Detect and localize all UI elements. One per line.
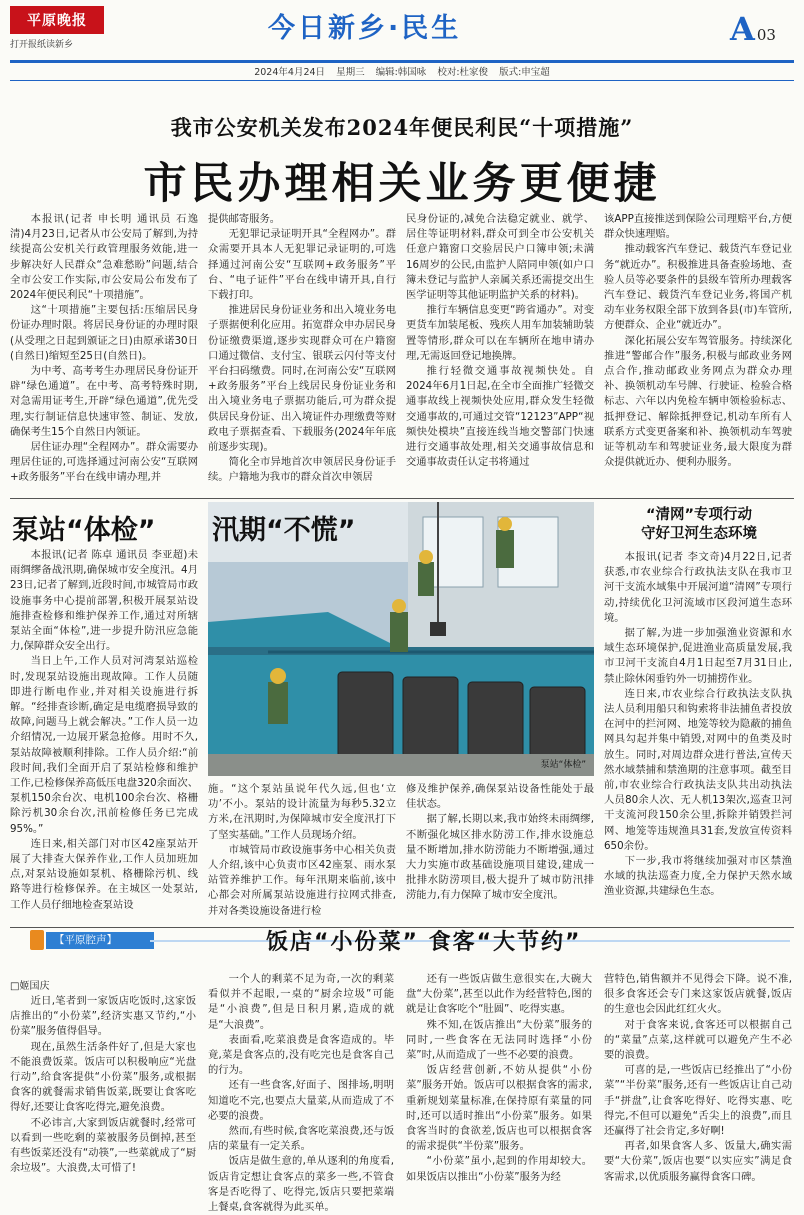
river-headline-line-1: “清网”专项行动: [645, 507, 753, 523]
paper-logo: 平原晚报: [10, 6, 104, 34]
river-headline-line-2: 守好卫河生态环境: [641, 526, 757, 542]
paragraph: 居住证办理“全程网办”。群众需要办理居住证的,可选择通过河南公安“互联网+政务服务”平台在线申请办理,并: [10, 441, 198, 484]
proof-credit: 校对:杜家俊: [437, 67, 489, 78]
pump-headline-b: 汛期“不慌”: [212, 515, 356, 546]
design-credit: 版式:申宝超: [499, 67, 550, 78]
column-title: 饭店“小份菜” 食客“大节约”: [266, 930, 582, 955]
editor-credit: 编辑:韩国咏: [375, 67, 427, 78]
paragraph: 现在,虽然生活条件好了,但是大家也不能浪费饭菜。饭店可以积极响应“光盘行动”,给食客提供“小份菜”服务,或根据食客的就餐需求销售饭菜,既要让食客吃得好,还要让食客吃得完,避免浪费。: [10, 1040, 196, 1114]
paragraph: 修及维护保养,确保泵站设备性能处于最佳状态。: [406, 783, 594, 811]
pump-headline-a: 泵站“体检”: [12, 515, 156, 546]
paragraph: 连日来,相关部门对市区42座泵站开展了大排查大保养作业,工作人员加班加点,对泵站设施如泵机、格栅除污机、线路等进行检修保养。在主城区一处泵站,工作人员仔细地检查泵站设: [10, 837, 198, 911]
main-col-2: [208, 212, 396, 496]
main-col-4: [604, 212, 792, 496]
paragraph: 还有一些饭店做生意很实在,大碗大盘“大份菜”,甚至以此作为经营特色,图的就是让食客吃个“肚圆”、吃得实惠。: [406, 973, 592, 1016]
section-title: 今日新乡·民生: [268, 13, 462, 44]
paragraph: 推动载客汽车登记、载货汽车登记业务“就近办”。积极推进具备查验场地、查验人员等必要条件的县级车管所办理载客汽车登记、载货汽车登记业务,将国产机动车业务权限全部下放到各县(市)车管所,方便群众、企业“就近办”。: [604, 243, 792, 332]
paragraph: 饭店经营创新,不妨从提供“小份菜”服务开始。饭店可以根据食客的需求,重新规划菜量标准,在保持原有菜量的同时,还可以适时推出“小份菜”服务。如果食客当时的食欲差,饭店也可以根据食客的需求提供“半份菜”服务。: [406, 1064, 592, 1153]
column-author: □姬国庆: [10, 981, 50, 992]
paragraph: 下一步,我市将继续加强对市区禁渔水域的执法巡查力度,全力保护天然水域渔业资源,共建绿色生态。: [604, 855, 792, 898]
column-col-3: [406, 972, 592, 1194]
paragraph: 该APP直接推送到保险公司理赔平台,方便群众快速理赔。: [604, 213, 792, 241]
dateline-rule: [10, 80, 794, 81]
paragraph: 民身份证的,减免合法稳定就业、就学、居住等证明材料,群众可到全市公安机关任意户籍窗口交验居民户口簿申领;未满16周岁的公民,由监护人陪同申领(如户口簿未登记与监护人亲属关系还需提交出生医学证明等其他证明监护关系的材料)。: [406, 213, 594, 302]
paragraph: 市城管局市政设施事务中心相关负责人介绍,该中心负责市区42座泵、雨水泵站管养维护工作。每年汛期来临前,该中心都会对所属泵站设施进行拉网式排查,并对各类设施设备进行检: [208, 843, 396, 917]
page-letter: A: [730, 10, 755, 48]
page-num: 03: [756, 26, 776, 44]
paragraph: “小份菜”虽小,起到的作用却较大。如果饭店以推出“小份菜”服务为经: [406, 1155, 592, 1183]
column-col-4: [604, 972, 792, 1194]
paragraph: 可喜的是,一些饭店已经推出了“小份菜”“半份菜”服务,还有一些饭店让自己动手“拼盘”,让食客吃得好、吃得实惠、吃得完,不但可以避免“舌尖上的浪费”,而且还赢得了社会肯定,多好啊!: [604, 1064, 792, 1138]
paragraph: 本报讯(记者 陈卓 通讯员 李亚超)未雨绸缪备战汛期,确保城市安全度汛。4月23日,记者了解到,近段时间,市城管局市政设施事务中心提前部署,积极开展泵站设施排查检修和维护保养工作,通过对所辖泵站全面“体检”,进一步提升防汛应急能力,保障群众安全出行。: [10, 549, 198, 653]
paragraph: 当日上午,工作人员对河湾泵站巡检时,发现泵站设施出现故障。工作人员随即进行断电作业,并对相关设施进行拆解。“经排查诊断,确定是电缆磨损导致的故障,问题马上就会解决。”工作人员一边介绍情况,一边展开紧急抢修。用时不久,泵站故障被顺利排除。工作人员介绍:“前段时间,我们全面开启了泵站检修和维护工作,已检修保养高低压电盘320余面次、泵机150余台次、电机100余台次、格栅除污机30余台次,汛前检修任务已完成95%。”: [10, 655, 198, 835]
paragraph: 深化拓展公安车驾管服务。持续深化推进“警邮合作”服务,积极与邮政业务网点合作,推动邮政业务网点为群众办理补、换领机动车号牌、行驶证、检验合格标志、六年以内免检车辆申领检验标志、抵押登记、解除抵押登记,机动车所有人联系方式变更备案和补、换领机动车驾驶证等机动车和驾驶证业务,最大限度为群众提供就近办、便利办服务。: [604, 334, 792, 469]
paragraph: 营特色,销售额并不见得会下降。说不准,很多食客还会专门来这家饭店就餐,饭店的生意也会因此红红火火。: [604, 973, 792, 1016]
main-col-1: [10, 212, 198, 496]
paragraph: 为中考、高考考生办理居民身份证开辟“绿色通道”。在中考、高考特殊时期,对急需用证考生,开辟“绿色通道”,优先受理,实行制证信息快速审签、制证、发放,确保考生15个自然日内领证。: [10, 365, 198, 438]
photo-caption: 泵站“体检”: [540, 760, 586, 770]
paragraph: 提供邮寄服务。: [208, 213, 281, 225]
paragraph: 据了解,长期以来,我市始终未雨绸缪,不断强化城区排水防涝工作,排水设施总量不断增加,排水防涝能力不断增强,通过大力实施市政基础设施项目建设,建成一批排水防涝项目,极大提升了城市防汛排涝能力,有力保障了城市安全度汛。: [406, 813, 594, 902]
paragraph: 连日来,市农业综合行政执法支队执法人员利用船只和钩索将非法捕鱼者投放在河中的拦河网、地笼等较为隐蔽的捕鱼网具勾起并集中销毁,对网中的鱼类及时放生。同时,对周边群众进行普法,宣传天然水域禁捕和禁渔期的注意事项。截至目前,市农业综合行政执法支队共出动执法人员80余人次、无人机13架次,巡查卫河干支流河段150余公里,拆除并销毁拦河网、地笼等违规渔具31套,发放宣传资料650余份。: [604, 687, 792, 852]
paragraph: 这“十项措施”主要包括:压缩居民身份证办理时限。将居民身份证的办理时限(从受理之日起到颁证之日)由原承诺30日(自然日)缩短至25日(自然日)。: [10, 304, 198, 362]
paragraph: 近日,笔者到一家饭店吃饭时,这家饭店推出的“小份菜”,经济实惠又节约,“小份菜”服务值得倡导。: [10, 995, 196, 1038]
dateline: [0, 64, 804, 78]
masthead-rule: [10, 60, 794, 63]
paragraph: 再者,如果食客人多、饭量大,确实需要“大份菜”,饭店也要“以实应实”满足食客需求,以优质服务赢得食客口碑。: [604, 1140, 792, 1183]
paragraph: 无犯罪记录证明开具“全程网办”。群众需要开具本人无犯罪记录证明的,可选择通过河南公安“互联网+政务服务”平台、“电子证件”平台在线申请开具,自行下载打印。: [208, 228, 396, 302]
paragraph: 不必讳言,大家到饭店就餐时,经常可以看到一些吃剩的菜被服务员倒掉,甚至有些饭菜还没有“动筷”,一些菜就成了“厨余垃圾”。大浪费,太可惜了!: [10, 1116, 196, 1175]
paragraph: 殊不知,在饭店推出“大份菜”服务的同时,一些食客在无法同时选择“小份菜”时,从而造成了一些不必要的浪费。: [406, 1018, 592, 1062]
paragraph: 简化全市异地首次申领居民身份证手续。户籍地为我市的群众首次申领居: [208, 456, 396, 484]
paragraph: 推进居民身份证业务和出入境业务电子票据便利化应用。拓宽群众申办居民身份证缴费渠道,逐步实现群众可在户籍窗口通过微信、支付宝、银联云闪付等支付平台扫码缴费。同时,在河南公安“互联网+政务服务”平台上线居民身份证业务和出入境业务电子票据功能后,可为群众提供居民身份证、出入境证件办理缴费等财政电子票据查看、下载服务(2024年年底前逐步实现)。: [208, 304, 396, 454]
paragraph: 施。“这个泵站虽说年代久远,但也‘立功’不小。泵站的设计流量为每秒5.32立方米,在汛期时,为保障城市安全度汛打下了坚实基础。”工作人员现场介绍。: [208, 783, 396, 841]
column-logo-icon: [30, 930, 44, 950]
paragraph: 表面看,吃菜浪费是食客造成的。毕竟,菜是食客点的,没有吃完也是食客自己的行为。: [208, 1033, 394, 1077]
main-col-3: [406, 212, 594, 496]
river-headline: [604, 506, 794, 544]
column-banner: 【平原腔声】: [46, 932, 154, 949]
paper-slogan: 打开报纸读新乡: [10, 40, 74, 50]
paragraph: 饭店是做生意的,单从逐利的角度看,饭店肯定想让食客点的菜多一些,不管食客是否吃得了、吃得完,饭店只要把菜端上餐桌,食客就得为此买单。: [208, 1155, 394, 1214]
pump-col-3: [406, 782, 594, 926]
paragraph: 据了解,为进一步加强渔业资源和水域生态环境保护,促进渔业高质量发展,我市卫河干支流自4月1日起至7月31日止,禁止除休闲垂钓外一切捕捞作业。: [604, 627, 792, 685]
pump-col-1: [10, 548, 198, 926]
paragraph: 对于食客来说,食客还可以根据自己的“菜量”点菜,这样就可以避免产生不必要的浪费。: [604, 1018, 792, 1062]
pump-col-2: [208, 782, 396, 926]
column-col-1: [10, 994, 196, 1194]
page-number: [730, 10, 776, 48]
paragraph: 本报讯(记者 李文奇)4月22日,记者获悉,市农业综合行政执法支队在我市卫河干支流水域集中开展河道“清网”专项行动,持续优化卫河流域市区段河道生态环境。: [604, 551, 792, 624]
section-divider: [10, 498, 794, 499]
paragraph: 然而,有些时候,食客吃菜浪费,还与饭店的菜量有一定关系。: [208, 1125, 394, 1153]
paragraph: 本报讯(记者 申长明 通讯员 石逸清)4月23日,记者从市公安局了解到,为持续提高公安机关行政管理服务效能,进一步解决好人民群众“急难愁盼”问题,结合全市公安工作实际,市公安局公布发布了2024年便民利民“十项措施”。: [10, 213, 198, 302]
main-headline: 市民办理相关业务更便捷: [143, 159, 661, 209]
issue-date: 2024年4月24日: [254, 67, 326, 78]
column-col-2: [208, 972, 394, 1214]
issue-weekday: 星期三: [336, 67, 365, 78]
paragraph: 推行车辆信息变更“跨省通办”。对变更货车加装尾板、残疾人用车加装辅助装置等情形,群众可以在车辆所在地申请办理,无需返回登记地换牌。: [406, 304, 594, 362]
river-body: [604, 550, 792, 926]
paragraph: 推行轻微交通事故视频快处。自2024年6月1日起,在全市全面推广轻微交通事故线上视频快处应用,群众发生轻微交通事故的,可通过交管“12123”APP“视频快处模块”直接连线当地交警部门快速进行交通事故处理,相关交通事故信息和交通事故责任认定书将通过: [406, 365, 594, 469]
paragraph: 一个人的剩菜不足为奇,一次的剩菜看似并不起眼,一桌的“厨余垃圾”可能是“小浪费”,但是日积月累,造成的就是“大浪费”。: [208, 973, 394, 1031]
paragraph: 还有一些食客,好面子、图排场,明明知道吃不完,也要点大量菜,从而造成了不必要的浪费。: [208, 1079, 394, 1122]
main-kicker: 我市公安机关发布2024年便民利民“十项措施”: [170, 115, 634, 140]
